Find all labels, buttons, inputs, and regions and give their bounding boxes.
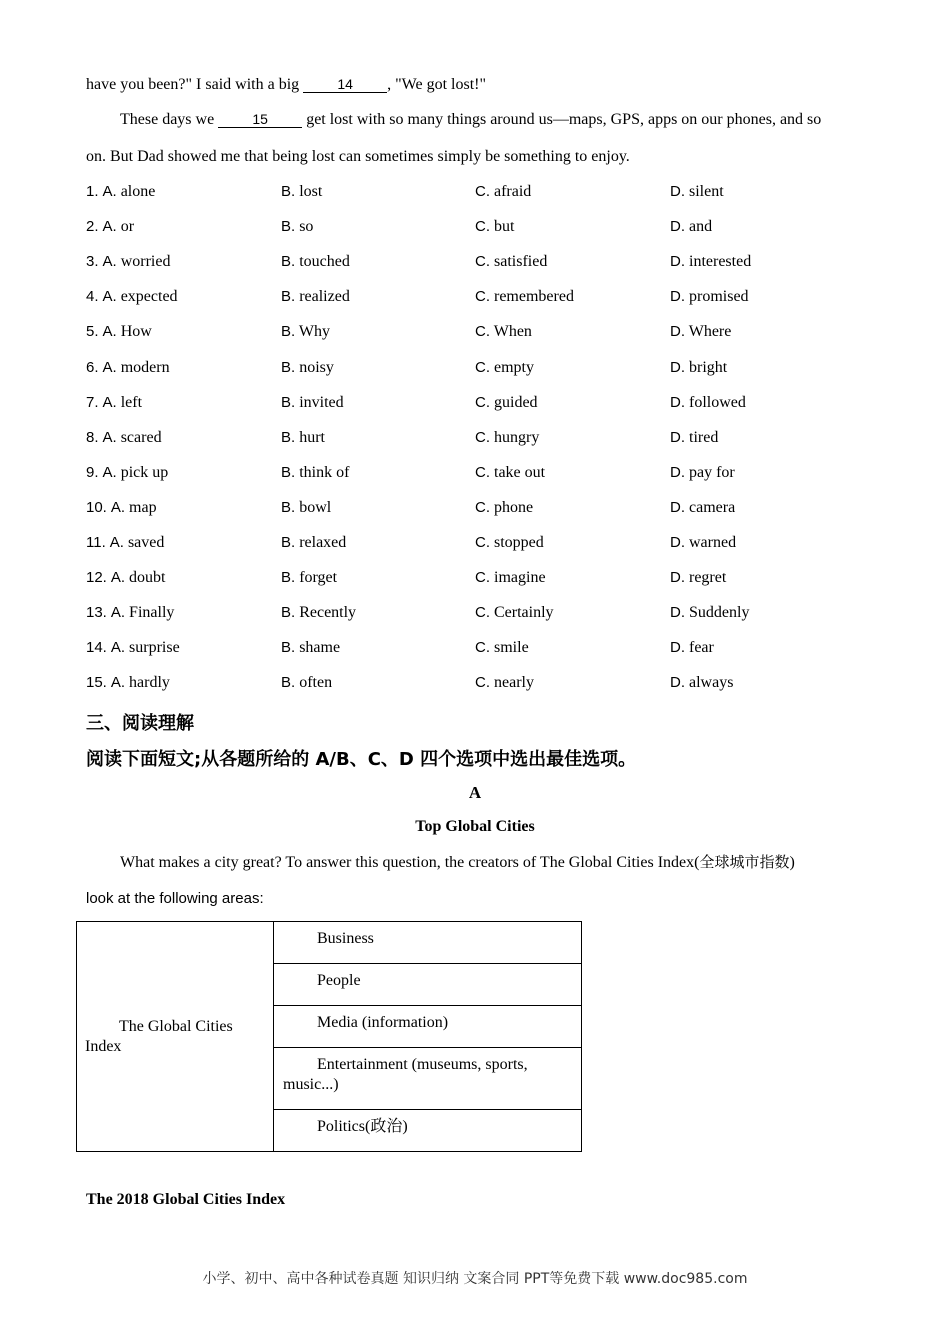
option-text: Why [298,323,331,341]
question-number: 7. [86,393,99,411]
option-d [670,499,735,517]
intro-text: ) [789,854,795,871]
option-text: tired [689,428,719,446]
table-area-cell: Politics(政治) [274,1110,582,1152]
option-text: left [120,393,143,411]
option-prefix: D. [670,639,685,657]
option-c [475,534,544,552]
question-number: 3. [86,253,99,271]
option-a [86,288,178,306]
option-d [670,359,727,377]
option-text: and [689,218,713,236]
option-prefix: A. [102,428,117,446]
option-prefix: C. [475,534,490,551]
passage-line-2 [120,111,821,129]
option-text: Where [688,323,732,341]
option-c [475,253,547,271]
option-a [86,499,157,517]
option-prefix: B. [281,674,296,692]
option-prefix: A. [109,534,124,551]
question-number: 5. [86,323,99,341]
option-b [281,288,350,306]
option-text: lost [299,183,323,200]
question-row [86,674,886,696]
option-prefix: D. [670,463,685,481]
option-prefix: C. [475,253,490,271]
question-number: 14. [86,639,107,657]
option-text: silent [689,183,724,200]
option-prefix: D. [670,428,685,446]
option-b [281,674,332,692]
option-a [86,323,152,341]
question-row [86,464,886,486]
option-a [86,464,168,482]
option-text: touched [299,253,350,271]
option-text: bright [689,358,728,376]
option-prefix: C. [475,183,490,200]
option-text: relaxed [299,534,347,551]
option-prefix: A. [102,183,117,200]
page-footer: 小学、初中、高中各种试卷真题 知识归纳 文案合同 PPT等免费下载 www.doc985.com [202,1271,748,1287]
section-heading: 三、阅读理解 [86,713,194,734]
option-c [475,604,554,622]
question-row [86,359,886,381]
option-d [670,604,749,622]
option-text: empty [494,358,534,376]
option-text: bowl [299,498,332,516]
option-text: Finally [129,604,175,622]
option-prefix: C. [475,498,490,516]
question-row [86,323,886,345]
option-text: take out [494,463,546,481]
option-prefix: A. [102,218,117,236]
option-a [86,639,180,657]
option-text: realized [299,288,350,306]
passage-line-3: on. But Dad showed me that being lost can sometimes simply be something to enjoy. [86,148,630,165]
option-text: Recently [299,604,357,622]
option-text: worried [120,253,171,271]
option-prefix: A. [110,498,126,516]
option-b [281,394,344,412]
option-prefix: A. [102,253,117,271]
option-text: camera [689,498,736,516]
option-prefix: A. [102,323,117,341]
option-prefix: D. [670,393,685,411]
option-text: surprise [129,639,180,657]
question-number: 9. [86,463,99,481]
option-text: fear [689,639,714,657]
option-a [86,394,142,412]
question-row [86,429,886,451]
option-text: followed [689,393,746,411]
option-d [670,253,751,271]
option-b [281,639,340,657]
question-row [86,604,886,626]
intro-cn-text: 全球城市指数 [699,853,790,871]
option-prefix: C. [475,604,490,622]
option-b [281,604,356,622]
option-prefix: A. [102,393,117,411]
option-a [86,604,174,622]
table-area-cell: People [274,964,582,1006]
option-text: hurt [299,428,325,446]
option-d [670,429,718,447]
option-d [670,674,733,692]
question-row [86,218,886,240]
option-text: modern [120,358,170,376]
option-text: regret [689,569,727,587]
passage-text: get lost with so many things around us—maps, GPS, apps on our phones, and so [302,111,822,128]
option-d [670,464,735,482]
option-d [670,639,714,657]
option-text: or [120,218,135,236]
option-text: afraid [494,183,532,200]
option-prefix: C. [475,428,490,446]
passage-text: These days we [120,111,219,128]
option-text: promised [689,288,749,306]
question-row [86,183,886,205]
passage-title: Top Global Cities [415,818,535,835]
option-prefix: D. [670,358,685,376]
option-prefix: B. [281,604,296,622]
option-a [86,674,170,692]
option-text: map [129,498,157,516]
option-b [281,499,331,517]
option-text: warned [689,534,737,551]
option-text: When [493,323,532,341]
section-instruction: 阅读下面短文;从各题所给的 A/B、C、D 四个选项中选出最佳选项。 [86,749,637,770]
intro-line-2: look at the following areas: [86,890,264,907]
option-prefix: A. [110,674,126,692]
option-text: shame [299,639,341,657]
question-row [86,534,886,556]
option-prefix: C. [475,463,490,481]
intro-text: What makes a city great? To answer this question, the creators of The Global Cities Index( [120,854,700,871]
table-area-cell: Entertainment (museums, sports, music...) [274,1048,582,1110]
option-text: pick up [120,463,169,481]
option-text: hungry [494,428,540,446]
option-c [475,359,534,377]
option-c [475,218,514,236]
option-prefix: A. [102,463,117,481]
option-text: doubt [129,569,166,587]
question-number: 6. [86,358,99,376]
option-b [281,218,313,236]
question-row [86,569,886,591]
option-text: phone [494,498,534,516]
option-prefix: C. [475,358,490,376]
option-prefix: B. [281,463,296,481]
option-text: invited [299,393,344,411]
option-prefix: B. [281,323,296,341]
question-number: 1. [86,183,99,200]
question-number: 4. [86,288,99,306]
option-text: stopped [494,534,544,551]
option-d [670,218,712,236]
option-c [475,499,533,517]
option-prefix: A. [102,288,117,306]
table-left-cell [77,922,274,1152]
question-row [86,394,886,416]
question-number: 12. [86,569,107,587]
passage-label: A [468,783,482,802]
option-text: alone [120,183,156,200]
option-prefix: C. [475,569,490,587]
intro-line-1 [120,851,795,872]
option-a [86,359,170,377]
option-prefix: B. [281,288,296,306]
question-number: 10. [86,498,107,516]
option-text: expected [120,288,178,306]
option-text: remembered [494,288,574,306]
option-text: but [494,218,515,236]
option-b [281,359,334,377]
option-prefix: B. [281,253,296,271]
passage-text: , "We got lost!" [387,76,487,93]
option-prefix: D. [670,498,685,516]
question-row [86,253,886,275]
option-text: pay for [689,463,735,481]
option-c [475,429,539,447]
option-text: think of [299,463,350,481]
option-c [475,639,529,657]
option-prefix: B. [281,498,296,516]
option-c [475,674,534,692]
option-c [475,323,532,341]
option-text: always [689,674,734,692]
option-c [475,394,538,412]
option-d [670,534,736,552]
option-text: often [299,674,333,692]
option-prefix: B. [281,428,296,446]
option-prefix: D. [670,183,685,200]
option-prefix: C. [475,288,490,306]
option-text: forget [299,569,338,587]
table-left-label: The Global Cities Index [85,1017,233,1055]
option-text: Suddenly [689,604,750,622]
option-b [281,323,330,341]
option-a [86,429,162,447]
option-c [475,464,545,482]
option-a [86,534,164,552]
table-area-cell: Media (information) [274,1006,582,1048]
option-text: hardly [129,674,170,692]
passage-text: have you been?" I said with a big [86,76,304,93]
option-prefix: B. [281,183,296,200]
option-b [281,464,349,482]
option-prefix: B. [281,569,296,587]
question-number: 2. [86,218,99,236]
option-text: imagine [494,569,546,587]
option-prefix: D. [670,253,685,271]
option-d [670,183,724,201]
option-prefix: B. [281,358,296,376]
option-d [670,569,726,587]
option-prefix: B. [281,393,296,411]
option-a [86,569,166,587]
option-text: satisfied [494,253,548,271]
option-prefix: C. [475,393,490,411]
option-text: scared [120,428,162,446]
option-c [475,288,574,306]
option-d [670,288,749,306]
option-a [86,183,155,201]
option-text: guided [494,393,538,411]
option-prefix: C. [475,218,490,236]
option-b [281,183,322,201]
option-prefix: A. [110,639,126,657]
option-prefix: D. [670,674,685,692]
question-number: 13. [86,604,107,622]
question-number: 15. [86,674,107,692]
option-prefix: D. [670,569,685,587]
option-b [281,534,346,552]
question-number: 11. [86,534,106,551]
blank-14: 14 [303,76,387,93]
option-text: smile [494,639,529,657]
blank-15: 15 [218,111,302,128]
subheading: The 2018 Global Cities Index [86,1191,286,1208]
option-b [281,429,325,447]
option-prefix: C. [475,639,490,657]
option-prefix: A. [110,604,126,622]
option-c [475,569,546,587]
passage-line-1 [86,76,486,94]
option-prefix: A. [110,569,126,587]
option-prefix: D. [670,534,685,551]
option-prefix: B. [281,534,296,551]
option-prefix: D. [670,288,685,306]
option-prefix: D. [670,604,685,622]
table-area-cell: Business [274,922,582,964]
question-row [86,499,886,521]
option-prefix: B. [281,218,296,236]
option-prefix: D. [670,218,685,236]
question-row [86,639,886,661]
option-text: How [120,323,152,341]
option-a [86,253,170,271]
option-text: saved [127,534,165,551]
option-text: so [299,218,314,236]
option-c [475,183,531,201]
option-text: interested [689,253,752,271]
option-a [86,218,134,236]
option-text: Certainly [494,604,554,622]
question-row [86,288,886,310]
option-d [670,323,731,341]
option-b [281,253,350,271]
option-prefix: C. [475,674,490,692]
option-prefix: B. [281,639,296,657]
question-number: 8. [86,428,99,446]
option-d [670,394,746,412]
global-cities-index-table [76,921,582,1152]
option-text: nearly [494,674,534,692]
option-prefix: C. [475,323,490,341]
option-prefix: D. [670,323,685,341]
option-text: noisy [299,358,334,376]
option-prefix: A. [102,358,117,376]
option-b [281,569,337,587]
